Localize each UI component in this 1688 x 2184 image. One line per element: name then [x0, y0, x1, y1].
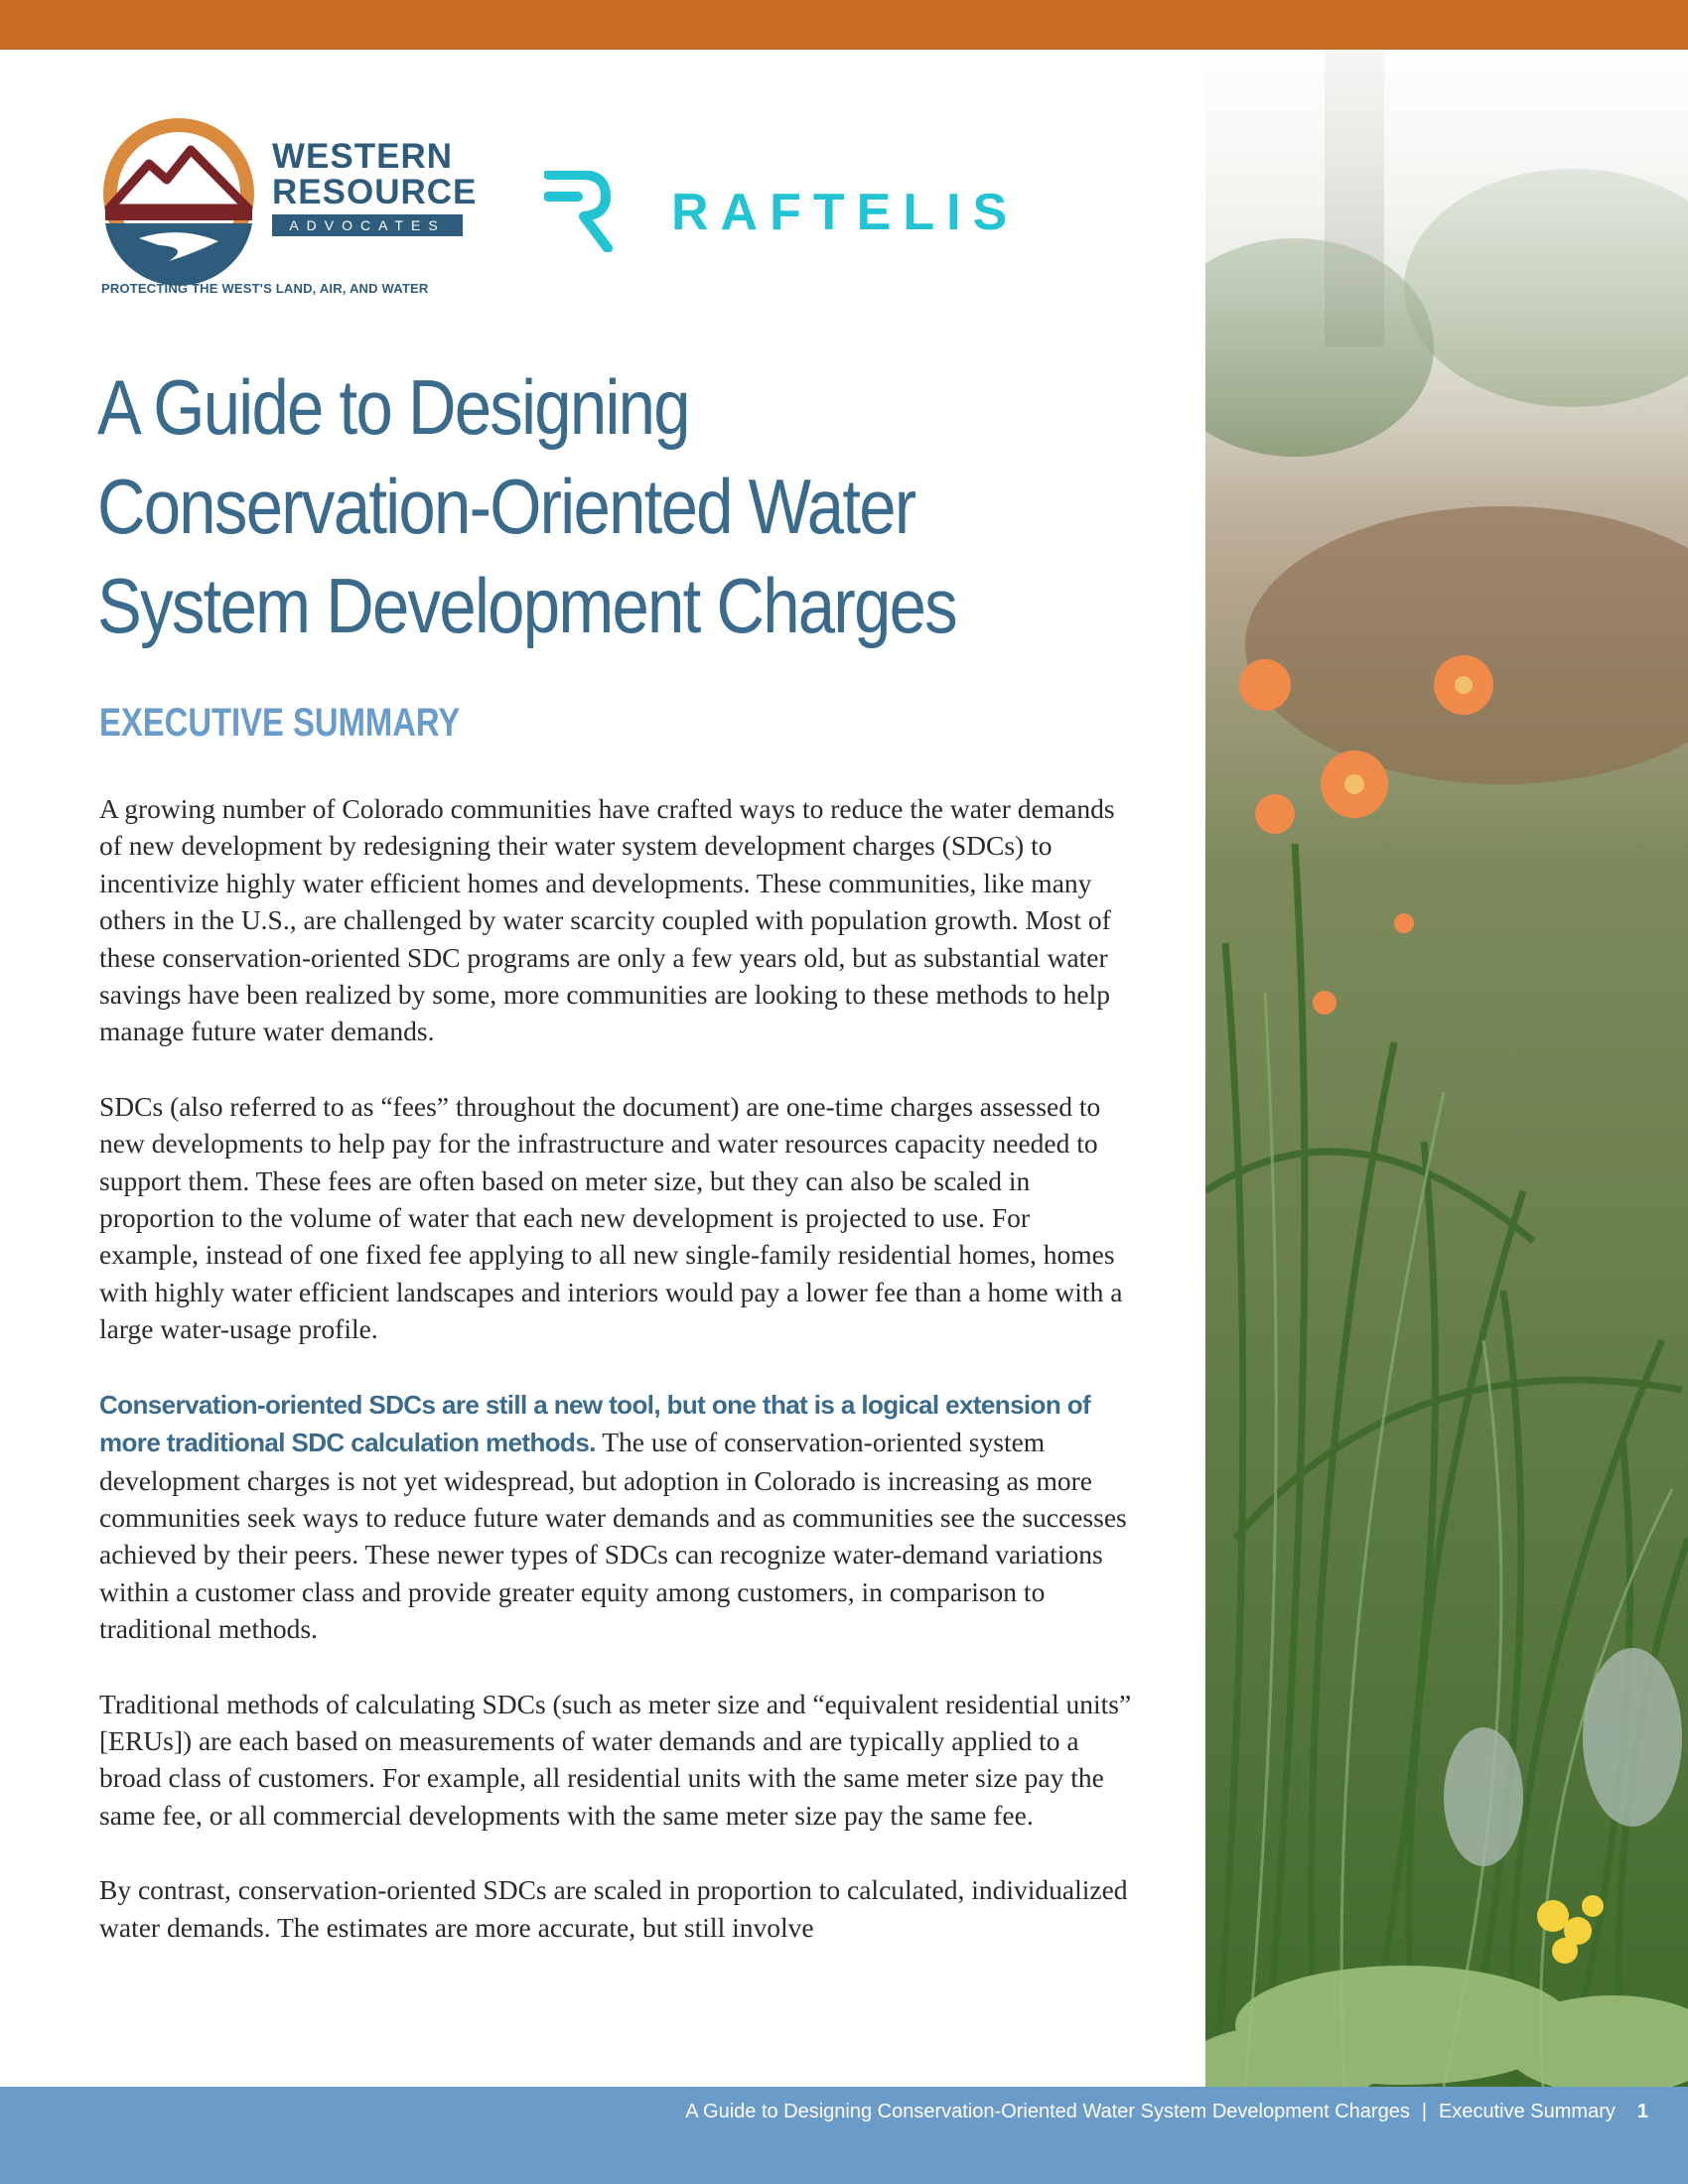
- title-line-2: Conservation-Oriented Water: [97, 463, 915, 550]
- paragraph-3-lead: Conservation-oriented SDCs are still a new tool, but one that is a logical extension of more traditional SDC calculation methods.: [99, 1389, 1091, 1458]
- paragraph-4: Traditional methods of calculating SDCs (such as meter size and “equivalent residential units” [ERUs]) are each based on measurements of water demands and are typically applied to a broad class of customers. For example, all residential units with the same meter size pay the same fee, or all commercial developments with the same meter size pay the same fee.: [99, 1688, 1132, 1831]
- footer-doc-title: A Guide to Designing Conservation-Oriented Water System Development Charges: [685, 2101, 1410, 2122]
- title-line-1: A Guide to Designing: [97, 363, 689, 451]
- footer-section: Executive Summary: [1439, 2101, 1616, 2122]
- wra-line-2: RESOURCE: [272, 173, 478, 211]
- paragraph-3-text: The use of conservation-oriented system development charges is not yet widespread, but adoption in Colorado is increasing as more communities seek ways to reduce future water demands and as communities see the successes achieved by their peers. These newer types of SDCs can recognize water-demand variations within a customer class and provide greater equity among customers, in comparison to traditional methods.: [99, 1427, 1127, 1645]
- wra-tagline: PROTECTING THE WEST'S LAND, AIR, AND WATER: [101, 281, 429, 296]
- section-heading: EXECUTIVE SUMMARY: [99, 701, 461, 745]
- body-text: [99, 790, 1132, 1983]
- paragraph-5: By contrast, conservation-oriented SDCs are scaled in proportion to calculated, individualized water demands. The estimates are more accurate, but still involve: [99, 1874, 1128, 1943]
- page-number: 1: [1636, 2101, 1648, 2122]
- wra-line-1: WESTERN: [272, 137, 453, 176]
- top-accent-bar: [0, 0, 1688, 50]
- wra-line-3: ADVOCATES: [272, 214, 463, 236]
- raftelis-logo-icon: [544, 171, 614, 252]
- garden-photo: [1205, 50, 1688, 2087]
- raftelis-wordmark: RAFTELIS: [671, 184, 1020, 241]
- footer-bar: [0, 2087, 1688, 2184]
- paragraph-3: [99, 1386, 1132, 1648]
- footer-separator: |: [1421, 2101, 1428, 2122]
- paragraph-2: SDCs (also referred to as “fees” throughout the document) are one-time charges assessed to new developments to help pay for the infrastructure and water resources capacity needed to support them. These fees are often based on meter size, but they can also be scaled in proportion to the volume of water that each new development is projected to use. For example, instead of one fixed fee applying to all new single-family residential homes, homes with highly water efficient landscapes and interiors would pay a lower fee than a home with a large water-usage profile.: [99, 1090, 1123, 1345]
- page-title: [97, 357, 1037, 655]
- title-line-3: System Development Charges: [97, 562, 956, 649]
- wra-wordmark: [272, 139, 477, 236]
- footer-text: [685, 2101, 1648, 2123]
- paragraph-1: A growing number of Colorado communities have crafted ways to reduce the water demands of new development by redesigning their water system development charges (SDCs) to incentivize highly water efficient homes and developments. These communities, like many others in the U.S., are challenged by water scarcity coupled with population growth. Most of these conservation-oriented SDC programs are only a few years old, but as substantial water savings have been realized by some, more communities are looking to these methods to help manage future water demands.: [99, 793, 1115, 1047]
